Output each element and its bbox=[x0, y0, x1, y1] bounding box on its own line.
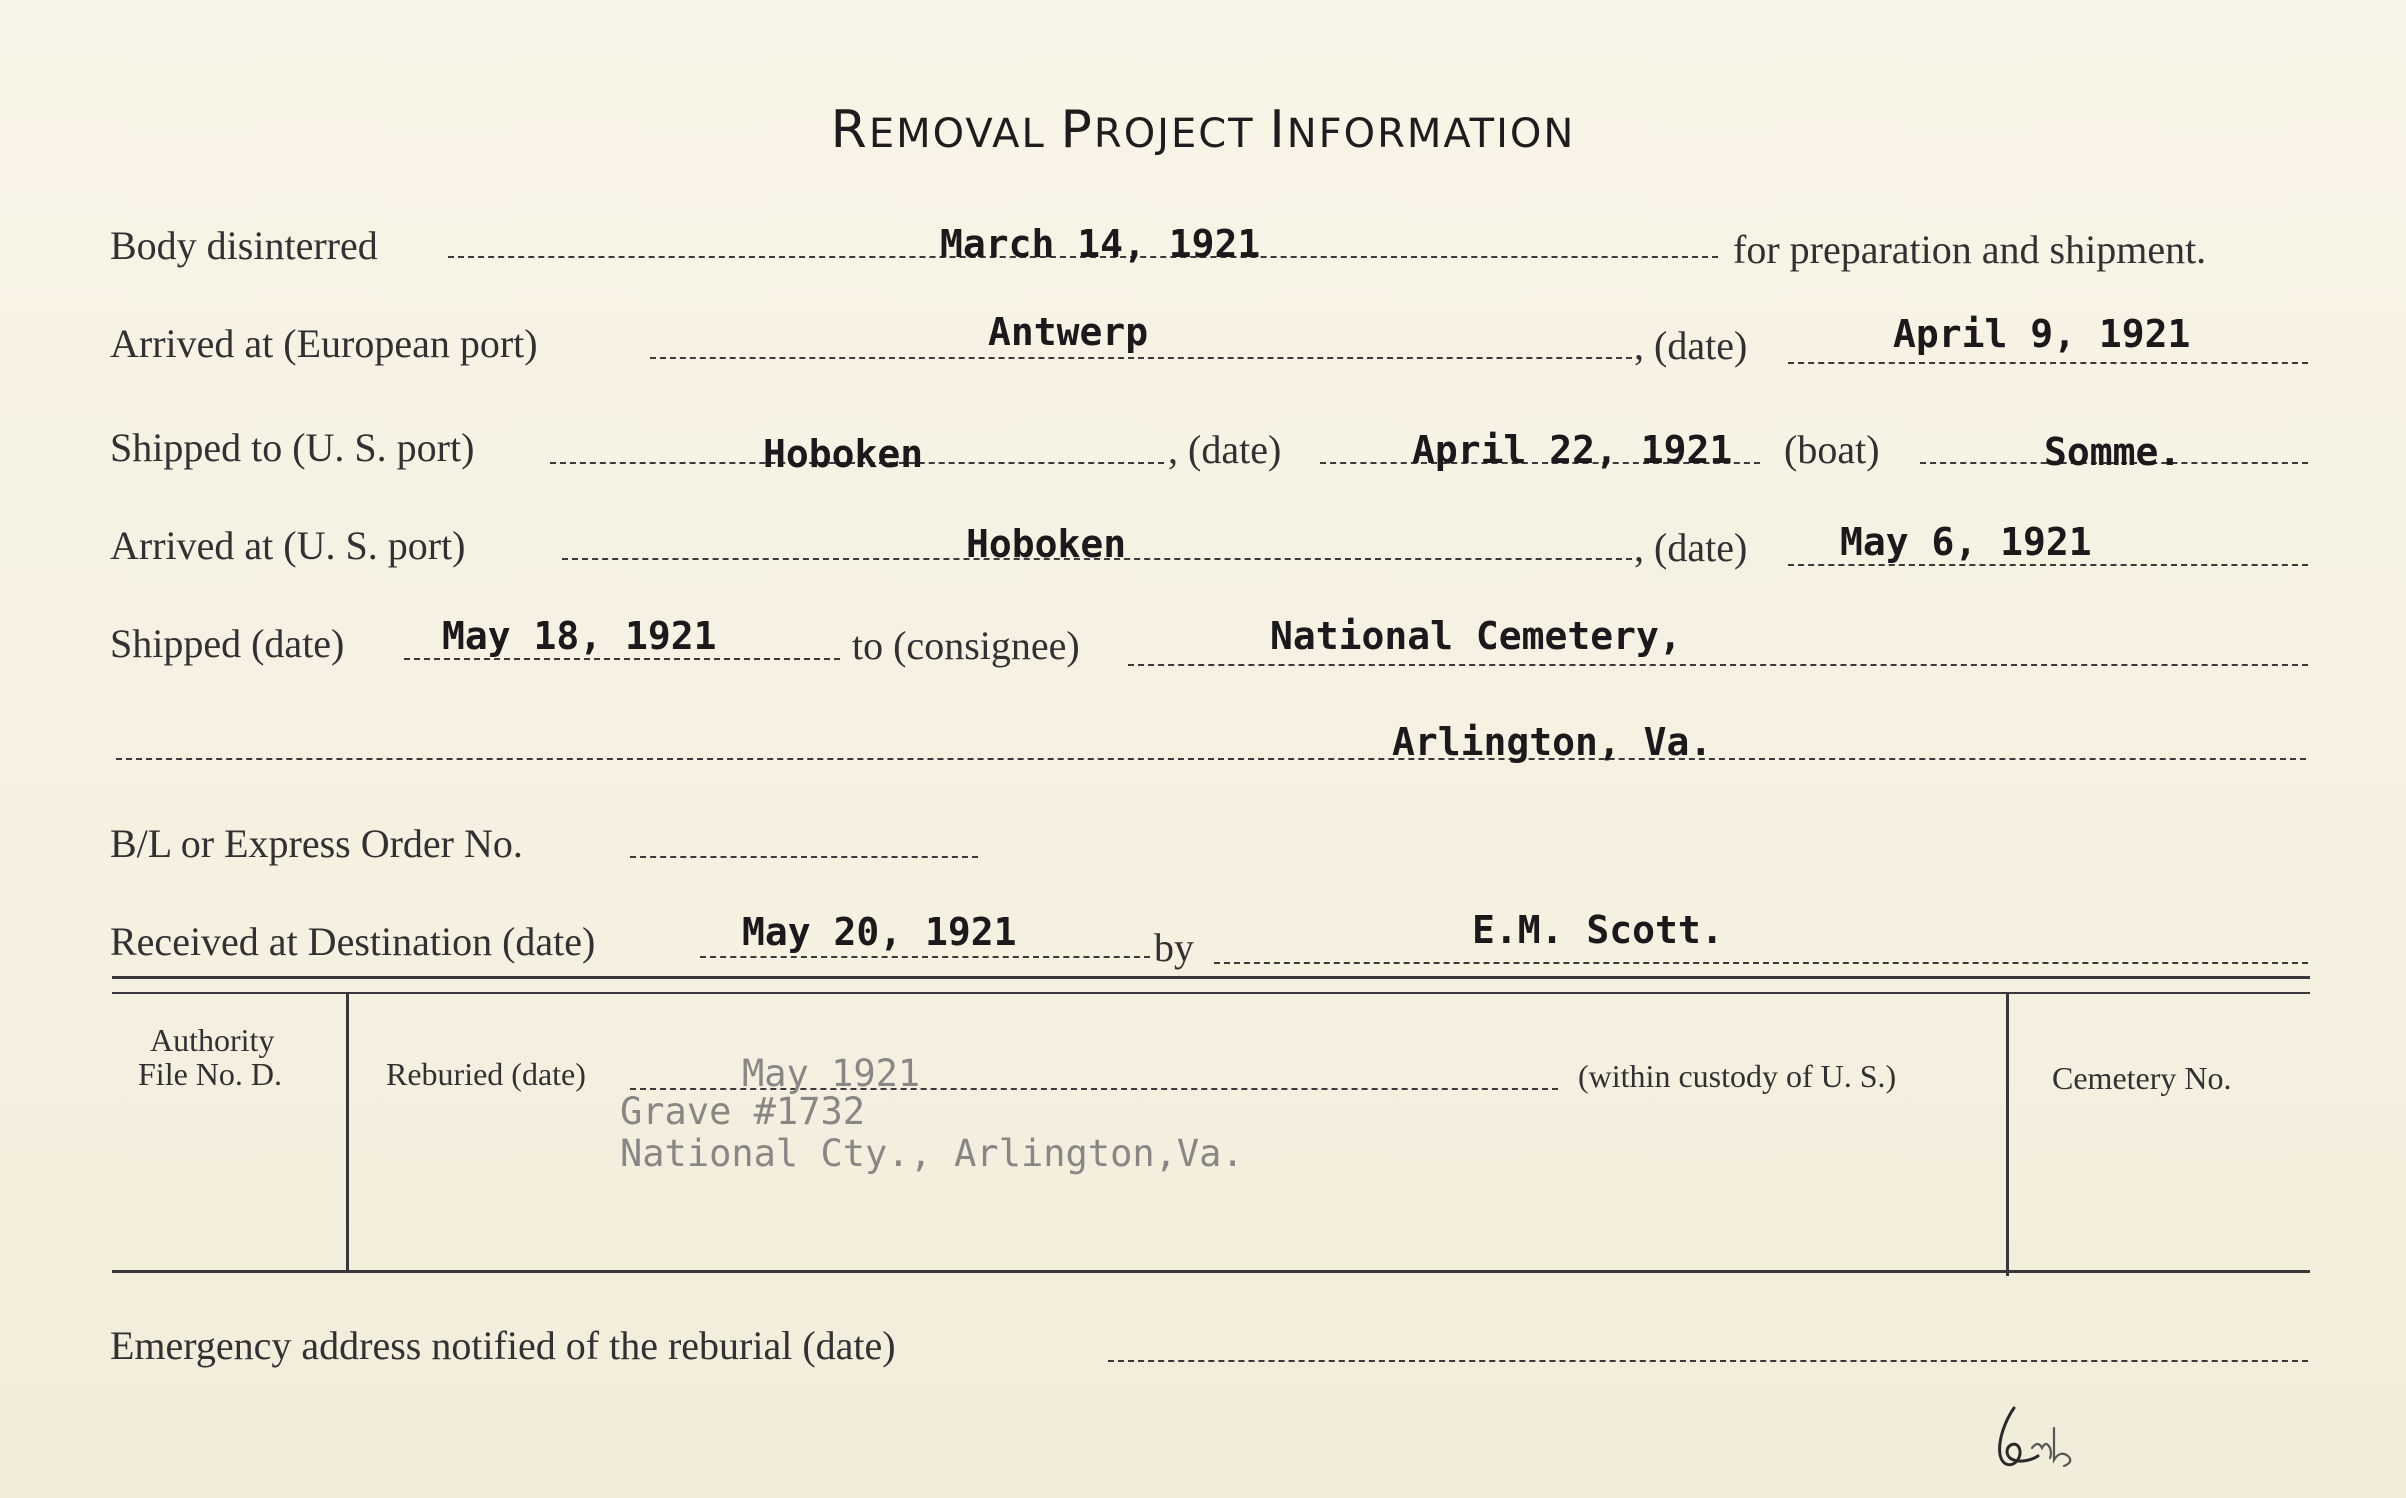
received-by-label: by bbox=[1154, 925, 1194, 970]
bl-express-order-label: B/L or Express Order No. bbox=[110, 821, 523, 866]
arrived-eu-date-line bbox=[1788, 362, 2308, 364]
european-port-line bbox=[650, 357, 1632, 359]
consignee-shipped-date-label: Shipped (date) bbox=[110, 621, 345, 666]
title-part: NFORMATION bbox=[1286, 111, 1576, 157]
consignee-value-1: National Cemetery, bbox=[1270, 614, 1682, 658]
box-top-rule bbox=[112, 976, 2310, 979]
reburied-date-label: Reburied (date) bbox=[386, 1056, 586, 1092]
boat-label: (boat) bbox=[1784, 427, 1880, 472]
box-divider-right bbox=[2006, 994, 2009, 1276]
page-title bbox=[0, 100, 2406, 160]
us-port-arrived-value: Hoboken bbox=[966, 522, 1127, 566]
title-part: P bbox=[1060, 100, 1094, 160]
consignee-line-2 bbox=[116, 758, 2306, 760]
to-consignee-label: to (consignee) bbox=[852, 623, 1080, 668]
arrived-eu-date-value: April 9, 1921 bbox=[1893, 312, 2191, 356]
emergency-address-label: Emergency address notified of the reburial (date) bbox=[110, 1323, 896, 1368]
cemetery-location-value: National Cty., Arlington,Va. bbox=[620, 1132, 1244, 1175]
box-bottom-rule bbox=[112, 1270, 2310, 1273]
arrived-us-port-label: Arrived at (U. S. port) bbox=[110, 523, 466, 568]
box-divider-left bbox=[346, 994, 349, 1270]
authority-label-line1: Authority bbox=[150, 1022, 275, 1058]
arrived-us-date-label: , (date) bbox=[1634, 525, 1748, 570]
consignee-value-2: Arlington, Va. bbox=[1392, 720, 1713, 764]
box-top-rule-2 bbox=[112, 992, 2310, 994]
cemetery-no-label: Cemetery No. bbox=[2052, 1060, 2232, 1096]
shipped-date-label: , (date) bbox=[1168, 427, 1282, 472]
received-by-value: E.M. Scott. bbox=[1472, 908, 1724, 952]
emergency-date-line bbox=[1108, 1360, 2308, 1362]
body-disinterred-label: Body disinterred bbox=[110, 223, 378, 268]
reburied-date-value: May 1921 bbox=[742, 1052, 921, 1095]
arrived-european-port-label: Arrived at (European port) bbox=[110, 321, 538, 366]
consignee-shipped-date-value: May 18, 1921 bbox=[442, 614, 717, 658]
consignee-shipped-date-line bbox=[404, 658, 840, 660]
boat-value: Somme. bbox=[2044, 430, 2182, 474]
bl-express-order-line bbox=[630, 856, 978, 858]
received-at-destination-label: Received at Destination (date) bbox=[110, 919, 596, 964]
european-port-value: Antwerp bbox=[988, 310, 1149, 354]
title-part: EMOVAL bbox=[868, 111, 1061, 157]
handwritten-initials bbox=[1992, 1398, 2082, 1478]
consignee-line bbox=[1128, 664, 2308, 666]
authority-label-line2: File No. D. bbox=[138, 1056, 282, 1092]
arrived-eu-date-label: , (date) bbox=[1634, 323, 1748, 368]
received-by-line bbox=[1214, 962, 2308, 964]
for-preparation-label: for preparation and shipment. bbox=[1733, 227, 2207, 272]
shipped-date-value: April 22, 1921 bbox=[1412, 428, 1733, 472]
title-part: R bbox=[830, 100, 869, 160]
shipped-to-us-port-label: Shipped to (U. S. port) bbox=[110, 425, 475, 470]
grave-number-value: Grave #1732 bbox=[620, 1090, 866, 1133]
received-date-value: May 20, 1921 bbox=[742, 910, 1017, 954]
us-port-shipped-value: Hoboken bbox=[763, 432, 924, 476]
arrived-us-date-line bbox=[1788, 564, 2308, 566]
title-part: ROJECT bbox=[1093, 111, 1270, 157]
within-custody-label: (within custody of U. S.) bbox=[1578, 1058, 1897, 1094]
arrived-us-date-value: May 6, 1921 bbox=[1840, 520, 2092, 564]
title-part: I bbox=[1269, 100, 1287, 160]
disinterred-date-value: March 14, 1921 bbox=[940, 222, 1261, 266]
received-date-line bbox=[700, 956, 1150, 958]
